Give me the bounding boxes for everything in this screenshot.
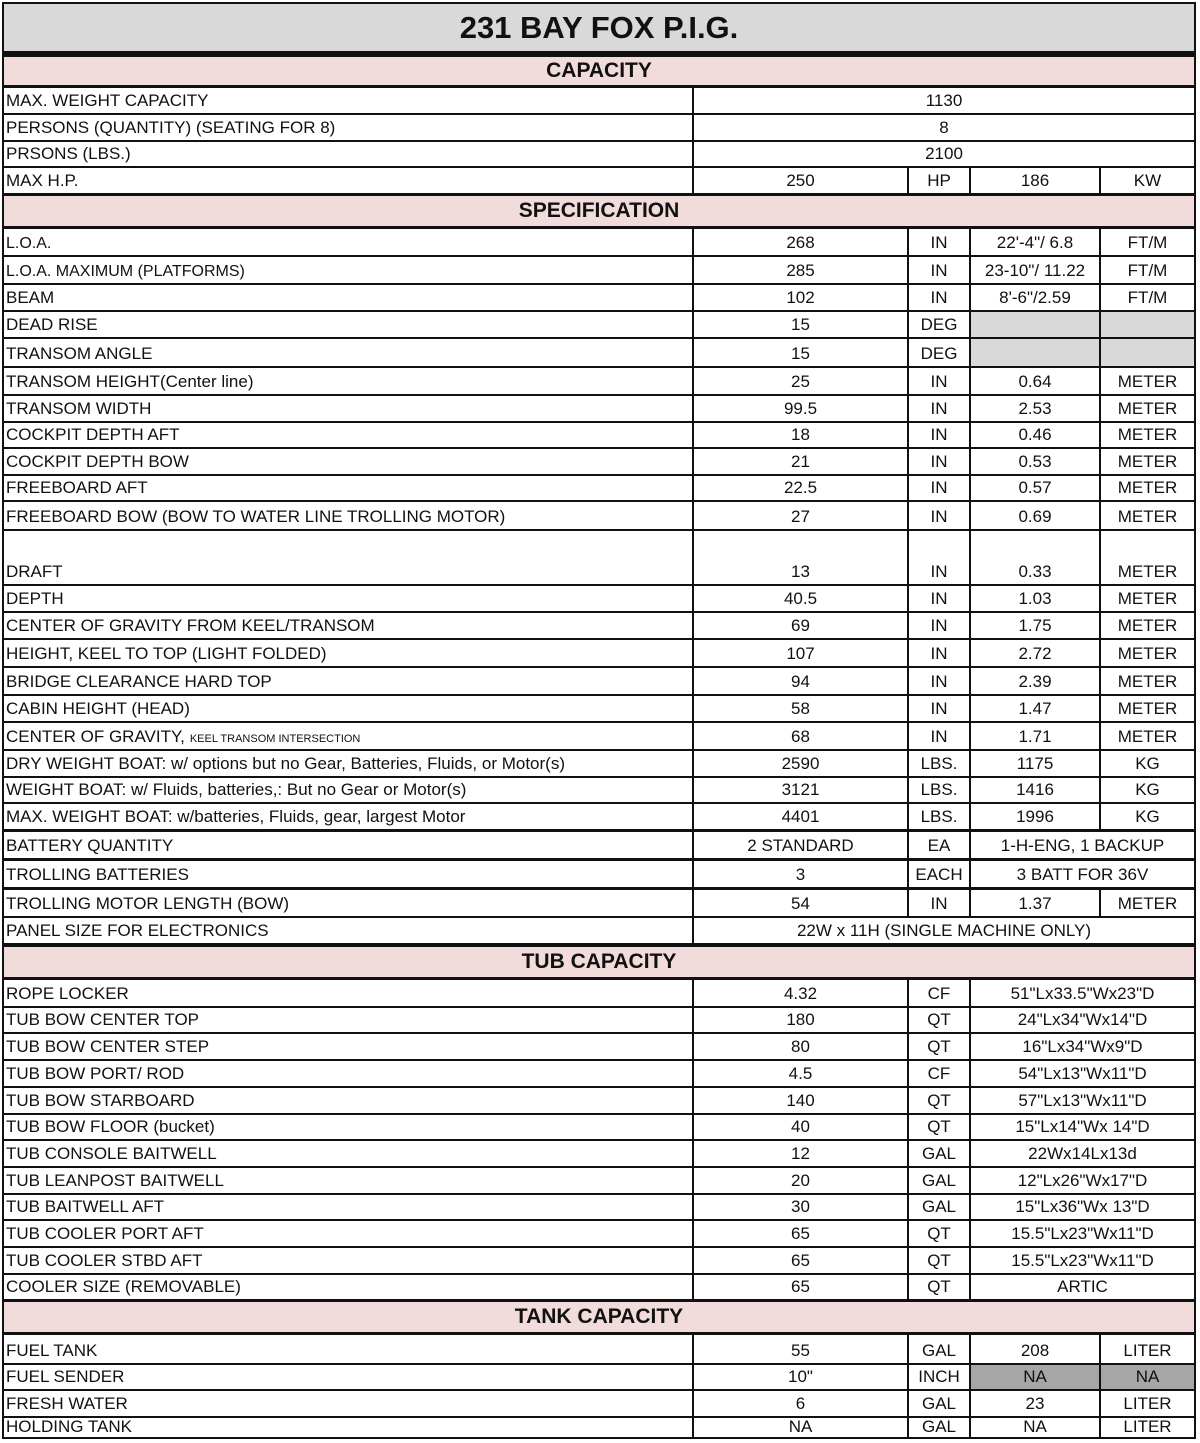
row-metric-unit: FT/M — [1099, 257, 1194, 283]
row-unit: GAL — [907, 1168, 969, 1193]
table-row — [4, 312, 1194, 339]
row-metric-unit: LITER — [1099, 1391, 1194, 1416]
row-dimensions: 24"Lx34"Wx14"D — [969, 1008, 1194, 1032]
row-unit: IN — [907, 257, 969, 283]
row-unit: LBS. — [907, 804, 969, 829]
row-dimensions: 54"Lx13"Wx11"D — [969, 1061, 1194, 1086]
row-label: TRANSOM WIDTH — [6, 399, 152, 418]
table-row — [4, 668, 1194, 696]
row-unit: QT — [907, 1008, 969, 1032]
row-label: PANEL SIZE FOR ELECTRONICS — [6, 921, 269, 940]
row-unit: QT — [907, 1248, 969, 1273]
row-metric-unit: FT/M — [1099, 229, 1194, 255]
table-row — [4, 861, 1194, 890]
section-header-specification: SPECIFICATION — [4, 193, 1194, 229]
row-dimensions: 16"Lx34"Wx9"D — [969, 1034, 1194, 1059]
row-metric: NA — [969, 1365, 1099, 1389]
table-row — [4, 778, 1194, 804]
row-unit: IN — [907, 668, 969, 694]
row-value: NA — [692, 1418, 907, 1439]
row-metric: 8'-6"/2.59 — [969, 285, 1099, 310]
row-label: PERSONS (QUANTITY) (SEATING FOR 8) — [6, 118, 336, 137]
table-row — [4, 229, 1194, 257]
row-label: FUEL SENDER — [6, 1367, 125, 1386]
row-label: MAX H.P. — [6, 171, 79, 190]
row-unit: GAL — [907, 1391, 969, 1416]
table-row — [4, 723, 1194, 751]
table-row — [4, 1061, 1194, 1088]
table-row — [4, 1275, 1194, 1301]
row-value: 3121 — [692, 778, 907, 802]
row-metric-unit: METER — [1099, 890, 1194, 916]
row-metric: 22'-4"/ 6.8 — [969, 229, 1099, 255]
table-row — [4, 88, 1194, 115]
row-value: 140 — [692, 1088, 907, 1113]
table-row — [4, 531, 1194, 586]
table-row — [4, 918, 1194, 945]
row-metric: NA — [969, 1418, 1099, 1439]
row-value: 12 — [692, 1141, 907, 1166]
row-metric: 0.46 — [969, 423, 1099, 447]
row-label: FUEL TANK — [6, 1341, 98, 1360]
row-unit: LBS. — [907, 751, 969, 776]
row-metric: 0.57 — [969, 476, 1099, 500]
row-label: COCKPIT DEPTH AFT — [6, 425, 180, 444]
row-unit: IN — [907, 531, 969, 584]
row-value: 268 — [692, 229, 907, 255]
row-unit: IN — [907, 696, 969, 721]
row-label: PRSONS (LBS.) — [6, 144, 131, 163]
row-unit: IN — [907, 723, 969, 749]
row-label: FRESH WATER — [6, 1394, 128, 1413]
row-metric: 0.64 — [969, 368, 1099, 394]
row-label: DRY WEIGHT BOAT: w/ options but no Gear, Batteries, Fluids, or Motor(s) — [6, 754, 565, 773]
row-unit: CF — [907, 980, 969, 1006]
row-unit: GAL — [907, 1418, 969, 1439]
row-value: 15 — [692, 312, 907, 337]
row-value: 4.5 — [692, 1061, 907, 1086]
row-label-main: CENTER OF GRAVITY, — [6, 727, 185, 746]
row-label: FREEBOARD AFT — [6, 478, 148, 497]
row-metric: 1996 — [969, 804, 1099, 829]
table-row — [4, 476, 1194, 502]
row-value: 6 — [692, 1391, 907, 1416]
row-dimensions: 15"Lx14"Wx 14"D — [969, 1115, 1194, 1139]
row-label: FREEBOARD BOW (BOW TO WATER LINE TROLLING MOTOR) — [6, 507, 506, 526]
table-row — [4, 449, 1194, 476]
row-metric: 1.71 — [969, 723, 1099, 749]
table-row — [4, 1335, 1194, 1365]
row-unit: CF — [907, 1061, 969, 1086]
row-metric-unit: LITER — [1099, 1335, 1194, 1363]
row-label: COCKPIT DEPTH BOW — [6, 452, 189, 471]
section-header-tank-capacity: TANK CAPACITY — [4, 1299, 1194, 1335]
row-metric: 1-H-ENG, 1 BACKUP — [969, 832, 1194, 858]
row-metric-unit: KW — [1099, 168, 1194, 193]
row-dimensions: 15.5"Lx23"Wx11"D — [969, 1221, 1194, 1246]
row-metric-unit: METER — [1099, 449, 1194, 474]
row-label: BATTERY QUANTITY — [6, 836, 174, 855]
row-metric: 0.69 — [969, 502, 1099, 529]
table-row — [4, 1088, 1194, 1115]
row-metric-unit: METER — [1099, 586, 1194, 611]
row-dimensions: 12"Lx26"Wx17"D — [969, 1168, 1194, 1193]
row-value: 54 — [692, 890, 907, 916]
row-metric: 1.03 — [969, 586, 1099, 611]
row-metric-unit: KG — [1099, 804, 1194, 829]
row-value: 8 — [692, 115, 1194, 140]
row-value: 18 — [692, 423, 907, 447]
row-metric: 2.39 — [969, 668, 1099, 694]
row-unit: IN — [907, 476, 969, 500]
table-row — [4, 804, 1194, 832]
table-row — [4, 1034, 1194, 1061]
row-label: TRANSOM HEIGHT(Center line) — [6, 372, 254, 391]
row-value: 22.5 — [692, 476, 907, 500]
row-value: 180 — [692, 1008, 907, 1032]
row-label: TUB LEANPOST BAITWELL — [6, 1171, 224, 1190]
row-value: 250 — [692, 168, 907, 193]
row-unit: IN — [907, 890, 969, 916]
row-label: DEAD RISE — [6, 315, 98, 334]
row-value: 40 — [692, 1115, 907, 1139]
table-row — [4, 980, 1194, 1008]
row-label: MAX. WEIGHT CAPACITY — [6, 91, 209, 110]
row-value: 27 — [692, 502, 907, 529]
row-unit: IN — [907, 449, 969, 474]
row-value: 102 — [692, 285, 907, 310]
table-row — [4, 339, 1194, 368]
row-metric-unit: METER — [1099, 640, 1194, 666]
table-row — [4, 1141, 1194, 1168]
table-row — [4, 368, 1194, 396]
row-metric-unit: METER — [1099, 476, 1194, 500]
row-unit: HP — [907, 168, 969, 193]
row-unit: DEG — [907, 339, 969, 366]
row-dimensions: 51"Lx33.5"Wx23"D — [969, 980, 1194, 1006]
table-row — [4, 502, 1194, 531]
row-label: TRANSOM ANGLE — [6, 344, 153, 363]
row-metric-unit: KG — [1099, 778, 1194, 802]
table-row — [4, 1365, 1194, 1391]
table-row — [4, 142, 1194, 168]
row-value: 4.32 — [692, 980, 907, 1006]
table-row — [4, 1008, 1194, 1034]
row-value: 285 — [692, 257, 907, 283]
row-label: TUB BOW CENTER STEP — [6, 1037, 210, 1056]
row-value: 107 — [692, 640, 907, 666]
row-value: 2 STANDARD — [692, 832, 907, 858]
row-value: 10" — [692, 1365, 907, 1389]
row-unit: EA — [907, 832, 969, 858]
row-metric-unit: LITER — [1099, 1418, 1194, 1439]
row-metric-unit: METER — [1099, 531, 1194, 584]
row-label: DEPTH — [6, 589, 64, 608]
row-value: 21 — [692, 449, 907, 474]
row-unit: QT — [907, 1088, 969, 1113]
row-label: L.O.A. — [6, 235, 52, 252]
row-label: TUB COOLER STBD AFT — [6, 1251, 203, 1270]
table-row — [4, 832, 1194, 861]
table-row — [4, 396, 1194, 423]
row-label: DRAFT — [6, 562, 63, 581]
section-header-tub-capacity: TUB CAPACITY — [4, 944, 1194, 980]
row-label: COOLER SIZE (REMOVABLE) — [6, 1277, 241, 1296]
row-metric: 1175 — [969, 751, 1099, 776]
row-value: 55 — [692, 1335, 907, 1363]
row-value: 20 — [692, 1168, 907, 1193]
row-unit: DEG — [907, 312, 969, 337]
row-unit: QT — [907, 1034, 969, 1059]
row-metric-unit: METER — [1099, 723, 1194, 749]
row-value: 30 — [692, 1195, 907, 1219]
row-value: 80 — [692, 1034, 907, 1059]
row-label: TUB BOW STARBOARD — [6, 1091, 195, 1110]
table-row — [4, 696, 1194, 723]
row-value: 2100 — [692, 142, 1194, 166]
row-unit: IN — [907, 640, 969, 666]
spec-sheet — [2, 2, 1196, 1439]
row-metric: 2.72 — [969, 640, 1099, 666]
table-row — [4, 1168, 1194, 1195]
row-metric-unit: METER — [1099, 368, 1194, 394]
row-value: 3 — [692, 861, 907, 887]
row-label: HEIGHT, KEEL TO TOP (LIGHT FOLDED) — [6, 644, 327, 663]
row-metric-unit: FT/M — [1099, 285, 1194, 310]
row-metric — [969, 339, 1099, 366]
table-row — [4, 168, 1194, 195]
row-label: CABIN HEIGHT (HEAD) — [6, 699, 190, 718]
table-row — [4, 257, 1194, 285]
row-label: TUB BAITWELL AFT — [6, 1197, 165, 1216]
row-label: BRIDGE CLEARANCE HARD TOP — [6, 672, 272, 691]
row-dimensions: 15.5"Lx23"Wx11"D — [969, 1248, 1194, 1273]
row-label: TROLLING BATTERIES — [6, 865, 189, 884]
row-dimensions: 15"Lx36"Wx 13"D — [969, 1195, 1194, 1219]
row-unit: IN — [907, 586, 969, 611]
row-metric: 3 BATT FOR 36V — [969, 861, 1194, 887]
row-dimensions: 57"Lx13"Wx11"D — [969, 1088, 1194, 1113]
row-value: 4401 — [692, 804, 907, 829]
row-value: 58 — [692, 696, 907, 721]
row-metric-unit: METER — [1099, 396, 1194, 421]
row-unit: GAL — [907, 1141, 969, 1166]
table-row — [4, 1221, 1194, 1248]
row-metric: 186 — [969, 168, 1099, 193]
row-unit: QT — [907, 1115, 969, 1139]
row-unit: IN — [907, 613, 969, 638]
table-row — [4, 1115, 1194, 1141]
row-metric-unit: METER — [1099, 668, 1194, 694]
row-dimensions: ARTIC — [969, 1275, 1194, 1299]
row-metric-unit — [1099, 339, 1194, 366]
row-label: TUB CONSOLE BAITWELL — [6, 1144, 217, 1163]
row-value: 65 — [692, 1221, 907, 1246]
table-row — [4, 1248, 1194, 1275]
row-unit: GAL — [907, 1195, 969, 1219]
row-dimensions: 22Wx14Lx13d — [969, 1141, 1194, 1166]
table-row — [4, 640, 1194, 668]
row-label: MAX. WEIGHT BOAT: w/batteries, Fluids, gear, largest Motor — [6, 807, 466, 826]
row-value: 13 — [692, 531, 907, 584]
table-row — [4, 423, 1194, 449]
row-label: HOLDING TANK — [6, 1418, 132, 1436]
row-metric-unit: METER — [1099, 423, 1194, 447]
table-row — [4, 751, 1194, 778]
row-label: TUB COOLER PORT AFT — [6, 1224, 204, 1243]
row-label: BEAM — [6, 288, 55, 307]
row-metric-unit: NA — [1099, 1365, 1194, 1389]
row-label: TUB BOW CENTER TOP — [6, 1010, 200, 1029]
table-row — [4, 586, 1194, 613]
row-unit: QT — [907, 1275, 969, 1299]
row-metric-unit: METER — [1099, 502, 1194, 529]
table-row — [4, 1418, 1194, 1439]
row-label: WEIGHT BOAT: w/ Fluids, batteries,: But no Gear or Motor(s) — [6, 780, 467, 799]
row-unit: EACH — [907, 861, 969, 887]
table-row — [4, 1391, 1194, 1418]
row-metric-unit: METER — [1099, 613, 1194, 638]
row-label: TUB BOW PORT/ ROD — [6, 1064, 185, 1083]
row-value: 2590 — [692, 751, 907, 776]
row-metric: 1.37 — [969, 890, 1099, 916]
row-label: CENTER OF GRAVITY FROM KEEL/TRANSOM — [6, 616, 375, 635]
table-row — [4, 890, 1194, 918]
row-unit: LBS. — [907, 778, 969, 802]
row-value: 1130 — [692, 88, 1194, 113]
section-header-capacity: CAPACITY — [4, 54, 1194, 88]
row-unit: IN — [907, 396, 969, 421]
row-value: 25 — [692, 368, 907, 394]
row-metric: 1.75 — [969, 613, 1099, 638]
row-metric-unit — [1099, 312, 1194, 337]
row-value: 99.5 — [692, 396, 907, 421]
row-metric-unit: KG — [1099, 751, 1194, 776]
table-row — [4, 285, 1194, 312]
row-label-note: KEEL TRANSOM INTERSECTION — [189, 733, 361, 745]
page-title: 231 BAY FOX P.I.G. — [4, 4, 1194, 54]
row-metric: 23-10"/ 11.22 — [969, 257, 1099, 283]
row-unit: IN — [907, 285, 969, 310]
row-metric: 208 — [969, 1335, 1099, 1363]
row-unit: IN — [907, 229, 969, 255]
row-label: TUB BOW FLOOR (bucket) — [6, 1117, 215, 1136]
table-row — [4, 115, 1194, 142]
row-unit: INCH — [907, 1365, 969, 1389]
table-row — [4, 613, 1194, 640]
row-value: 65 — [692, 1248, 907, 1273]
row-unit: IN — [907, 423, 969, 447]
row-label — [4, 723, 692, 749]
row-value: 22W x 11H (SINGLE MACHINE ONLY) — [692, 918, 1194, 943]
row-unit: GAL — [907, 1335, 969, 1363]
row-value: 69 — [692, 613, 907, 638]
row-value: 40.5 — [692, 586, 907, 611]
row-value: 68 — [692, 723, 907, 749]
row-metric: 0.33 — [969, 531, 1099, 584]
row-metric-unit: METER — [1099, 696, 1194, 721]
row-value: 94 — [692, 668, 907, 694]
table-row — [4, 1195, 1194, 1221]
row-value: 15 — [692, 339, 907, 366]
row-metric — [969, 312, 1099, 337]
row-unit: IN — [907, 502, 969, 529]
row-metric: 0.53 — [969, 449, 1099, 474]
row-label: TROLLING MOTOR LENGTH (BOW) — [6, 894, 290, 913]
row-label: L.O.A. MAXIMUM (PLATFORMS) — [6, 263, 245, 280]
row-metric: 23 — [969, 1391, 1099, 1416]
row-metric: 2.53 — [969, 396, 1099, 421]
row-unit: IN — [907, 368, 969, 394]
row-metric: 1.47 — [969, 696, 1099, 721]
row-label: ROPE LOCKER — [6, 984, 129, 1003]
row-metric: 1416 — [969, 778, 1099, 802]
row-value: 65 — [692, 1275, 907, 1299]
row-unit: QT — [907, 1221, 969, 1246]
